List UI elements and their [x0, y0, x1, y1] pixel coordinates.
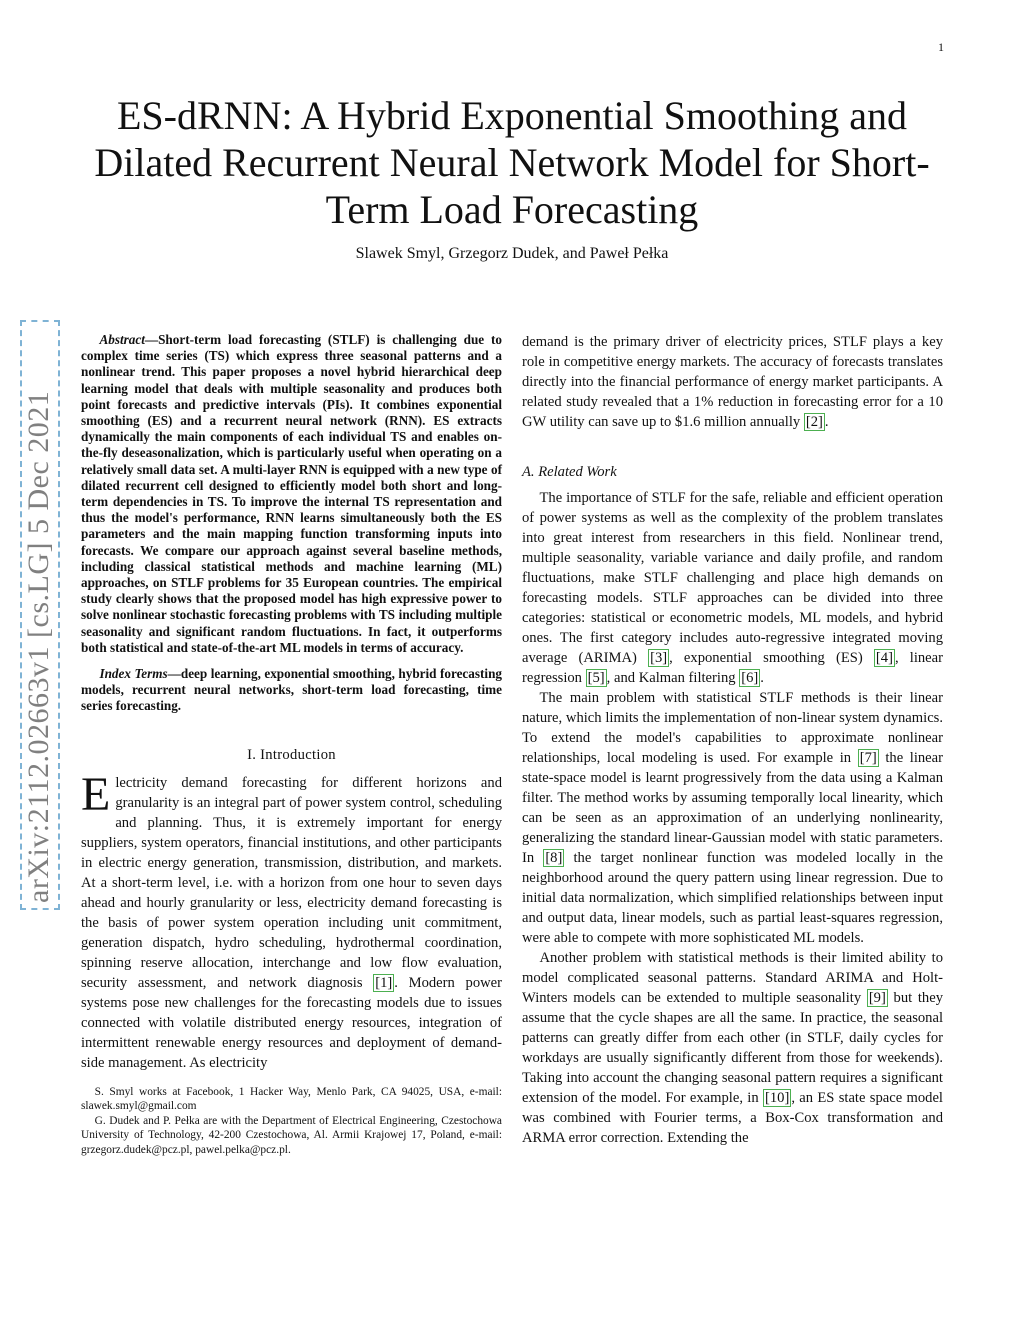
related-paragraph-3 [522, 948, 943, 1148]
intro-paragraph [81, 767, 502, 1073]
index-terms [81, 666, 502, 715]
arxiv-stamp[interactable]: arXiv:2112.02663v1 [cs.LG] 5 Dec 2021 [22, 390, 55, 903]
related-text: , exponential smoothing (ES) [669, 650, 874, 666]
abstract [81, 332, 502, 656]
related-text: but they assume that the cycle shapes are all the same. In practice, the seasonal patterns can greatly differ from each other (in STLF, daily cycles for workdays are usually significantly different from those for weekends). Taking into account the changing seasonal pattern requires a significant extension of the model. For example, in [522, 990, 943, 1106]
citation-link[interactable]: [5] [587, 670, 605, 686]
intro-paragraph-continued [522, 332, 943, 432]
citation-link[interactable]: [7] [859, 750, 877, 766]
related-text: The main problem with statistical STLF methods is their linear nature, which limits the implementation of non-linear system dynamics. To extend the model's capabilities to approximate nonlinear relationships, local modeling is used. For example in [522, 690, 943, 766]
drop-cap: E [81, 767, 111, 821]
citation-link[interactable]: [6] [741, 670, 759, 686]
citation-link[interactable]: [9] [868, 990, 886, 1006]
related-text: , an ES state space model was combined with Fourier terms, a Box-Cox transformation and ARMA error correction. Extending the [522, 1090, 943, 1146]
related-text: Another problem with statistical methods is their limited ability to model complicated seasonal patterns. Standard ARIMA and Holt-Winters models can be extended to multiple seasonality [522, 950, 943, 1006]
subsection-heading-related-work: A. Related Work [522, 464, 617, 480]
left-column [81, 332, 502, 1158]
right-column [522, 332, 943, 1148]
footnotes [81, 1085, 502, 1158]
citation-link[interactable]: [1] [375, 974, 393, 991]
index-terms-text: —deep learning, exponential smoothing, hybrid forecasting models, recurrent neural networks, short-term load forecasting, time series forecasting. [81, 666, 502, 714]
abstract-label: Abstract [99, 332, 145, 347]
related-text: the target nonlinear function was modeled locally in the neighborhood around the query pattern using linear regression. Due to initial data normalization, which simplified relationships between input and output data, linear models, such as partial least-squares regression, were able to compete with more sophisticated ML models. [522, 850, 943, 946]
related-text: The importance of STLF for the safe, reliable and efficient operation of power systems as well as the complexity of the problem translates into great interest from researchers in this field. Nonlinear trend, multiple seasonality, variable variance and daily profile, and random fluctuations, make STLF challenging and place high demands on forecasting models. STLF approaches can be divided into three categories: statistical or econometric models, ML models, and hybrid ones. The first category includes auto-regressive integrated moving average (ARIMA) [522, 490, 943, 666]
author-list: Slawek Smyl, Grzegorz Dudek, and Paweł Pełka [355, 245, 669, 262]
intro-text-cont: . Modern power systems pose new challenges for the forecasting models due to issues connected with volatile distributed energy resources, integration of intermittent renewable energy resources and deployment of demand-side management. As electricity [81, 974, 502, 1071]
citation-link[interactable]: [4] [875, 650, 893, 666]
index-terms-label: Index Terms [99, 666, 168, 682]
abstract-text: —Short-term load forecasting (STLF) is challenging due to complex time series (TS) which express three seasonal patterns and a nonlinear trend. This paper proposes a novel hybrid hierarchical deep learning model that deals with multiple seasonality and produces both point forecasts and predictive intervals (PIs). It combines exponential smoothing (ES) and a recurrent neural network (RNN). ES extracts dynamically the main components of each individual TS and enables on-the-fly deseasonalization, which is particularly useful when operating on a relatively small data set. A multi-layer RNN is equipped with a new type of dilated recurrent cell designed to efficiently model both short and long-term dependencies in TS. To improve the internal TS representation and thus the model's performance, RNN learns simultaneously both the ES parameters and the main mapping function transforming inputs into forecasts. We compare our approach against several baseline methods, including classical statistical methods and machine learning (ML) approaches, on STLF problems for 35 European countries. The empirical study clearly shows that the proposed model has high expressive power to solve nonlinear stochastic forecasting problems with TS including multiple seasonality and significant random fluctuations. In fact, it outperforms both statistical and state-of-the-art ML models in terms of accuracy. [81, 332, 502, 655]
related-paragraph-1 [522, 488, 943, 688]
footnote-affiliation-smyl: S. Smyl works at Facebook, 1 Hacker Way, Menlo Park, CA 94025, USA, e-mail: slawek.smyl@gmail.com [81, 1085, 502, 1113]
intro-text: demand is the primary driver of electricity prices, STLF plays a key role in competitive energy markets. The accuracy of forecasts translates directly into the financial performance of energy market participants. A related study revealed that a 1% reduction in forecasting error for a 10 GW utility can save up to $1.6 million annually [522, 334, 943, 430]
page-number: 1 [938, 40, 944, 54]
related-text: the linear state-space model is learnt progressively from the data using a Kalman filter. The method works by assuming temporally local linearity, which can be seen as an approximation of an underlying nonlinearity, generalizing the standard linear-Gaussian model with static parameters. In [522, 750, 943, 866]
related-text: . [760, 670, 764, 686]
related-text: , and Kalman filtering [606, 670, 740, 686]
paper-title: ES-dRNN: A Hybrid Exponential Smoothing and Dilated Recurrent Neural Network Model for Short-Term Load Forecasting [94, 93, 930, 232]
section-heading-introduction: I. Introduction [247, 746, 336, 763]
intro-text-end: . [824, 414, 829, 430]
citation-link[interactable]: [8] [545, 850, 563, 866]
citation-link[interactable]: [2] [805, 414, 823, 430]
related-paragraph-2 [522, 688, 943, 948]
related-text: , linear regression [522, 650, 943, 686]
footnote-affiliation-dudek: G. Dudek and P. Pełka are with the Department of Electrical Engineering, Czestochowa University of Technology, 42-200 Czestochowa, Al. Armii Krajowej 17, Poland, e-mail: grzegorz.dudek@pcz.pl, pawel.pelka@pcz.pl. [81, 1114, 502, 1157]
citation-link[interactable]: [10] [764, 1090, 790, 1106]
intro-text: lectricity demand forecasting for different horizons and granularity is an integral part of power system control, scheduling and planning. Thus, it is extremely important for energy suppliers, system operators, financial institutions, and other participants in electric energy generation, transmission, distribution, and markets. At a short-term level, i.e. with a horizon from one hour to seven days ahead and hourly granularity or less, electricity demand forecasting is the basis of power system operation including unit commitment, generation dispatch, hydro scheduling, hydrothermal coordination, spinning reserve allocation, interchange and low flow evaluation, security assessment, and network diagnosis [81, 774, 502, 991]
citation-link[interactable]: [3] [650, 650, 668, 666]
